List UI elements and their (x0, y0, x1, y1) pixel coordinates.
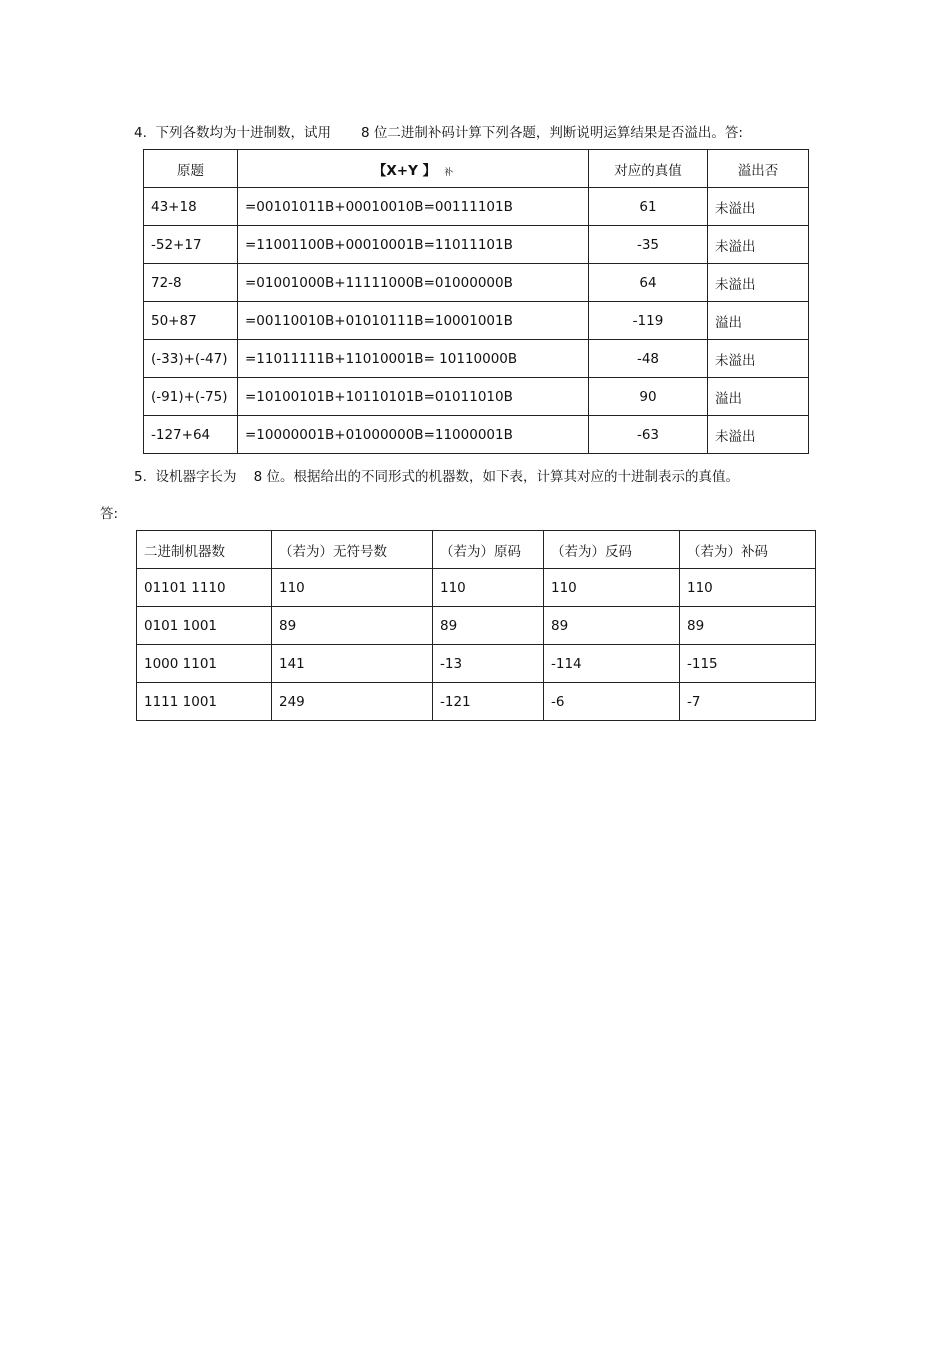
table-header-row (137, 531, 816, 569)
header-ones-complement: （若为）反码 (544, 531, 680, 569)
cell-calculation: =01001000B+11111000B=01000000B (238, 264, 589, 302)
question-5-text-a: 设机器字长为 (155, 469, 237, 485)
table-row (144, 378, 809, 416)
cell-expression: (-91)+(-75) (144, 378, 238, 416)
cell-ones-complement: -114 (544, 645, 680, 683)
cell-true-value: -119 (589, 302, 708, 340)
machine-number-table (136, 530, 816, 721)
question-5-number: 5. (134, 469, 147, 485)
header-xy-label: 【X+Y 】 (372, 162, 437, 179)
cell-ones-complement: -6 (544, 683, 680, 721)
cell-overflow: 未溢出 (708, 264, 809, 302)
cell-expression: 43+18 (144, 188, 238, 226)
cell-overflow: 未溢出 (708, 416, 809, 454)
question-4-text-a: 下列各数均为十进制数，试用 (155, 125, 331, 141)
cell-expression: -52+17 (144, 226, 238, 264)
answer-label: 答: (100, 506, 119, 522)
cell-unsigned: 249 (272, 683, 433, 721)
cell-overflow: 未溢出 (708, 226, 809, 264)
cell-overflow: 溢出 (708, 378, 809, 416)
cell-calculation: =11001100B+00010001B=11011101B (238, 226, 589, 264)
cell-unsigned: 141 (272, 645, 433, 683)
header-true-value: 对应的真值 (589, 150, 708, 188)
cell-ones-complement: 89 (544, 607, 680, 645)
question-4 (134, 121, 743, 141)
cell-sign-magnitude: -121 (433, 683, 544, 721)
header-sign-magnitude: （若为）原码 (433, 531, 544, 569)
cell-ones-complement: 110 (544, 569, 680, 607)
header-binary: 二进制机器数 (137, 531, 272, 569)
cell-overflow: 未溢出 (708, 340, 809, 378)
header-xy-complement (238, 150, 589, 188)
cell-sign-magnitude: 89 (433, 607, 544, 645)
question-5 (134, 465, 739, 485)
cell-binary: 1000 1101 (137, 645, 272, 683)
cell-binary: 01101 1110 (137, 569, 272, 607)
table-row (137, 569, 816, 607)
question-4-text-b: 8 位二进制补码计算下列各题，判断说明运算结果是否溢出。答: (361, 125, 743, 141)
question-4-number: 4. (134, 125, 147, 141)
cell-unsigned: 89 (272, 607, 433, 645)
table-header-row (144, 150, 809, 188)
cell-twos-complement: -115 (680, 645, 816, 683)
table-row (144, 188, 809, 226)
cell-true-value: 90 (589, 378, 708, 416)
cell-true-value: 61 (589, 188, 708, 226)
cell-expression: -127+64 (144, 416, 238, 454)
table-row (137, 607, 816, 645)
cell-calculation: =10000001B+01000000B=11000001B (238, 416, 589, 454)
cell-sign-magnitude: 110 (433, 569, 544, 607)
cell-expression: 50+87 (144, 302, 238, 340)
cell-twos-complement: -7 (680, 683, 816, 721)
table-row (137, 645, 816, 683)
cell-twos-complement: 89 (680, 607, 816, 645)
cell-sign-magnitude: -13 (433, 645, 544, 683)
table-row (144, 226, 809, 264)
table-row (137, 683, 816, 721)
question-5-text-b: 8 位。根据给出的不同形式的机器数，如下表，计算其对应的十进制表示的真值。 (253, 469, 740, 485)
table-row (144, 264, 809, 302)
table-row (144, 416, 809, 454)
cell-expression: (-33)+(-47) (144, 340, 238, 378)
cell-true-value: 64 (589, 264, 708, 302)
cell-binary: 1111 1001 (137, 683, 272, 721)
header-unsigned: （若为）无符号数 (272, 531, 433, 569)
cell-binary: 0101 1001 (137, 607, 272, 645)
cell-calculation: =11011111B+11010001B= 10110000B (238, 340, 589, 378)
header-overflow: 溢出否 (708, 150, 809, 188)
header-twos-complement: （若为）补码 (680, 531, 816, 569)
cell-calculation: =10100101B+10110101B=01011010B (238, 378, 589, 416)
twos-complement-table (143, 149, 809, 454)
header-original: 原题 (144, 150, 238, 188)
table-row (144, 340, 809, 378)
cell-calculation: =00101011B+00010010B=00111101B (238, 188, 589, 226)
cell-calculation: =00110010B+01010111B=10001001B (238, 302, 589, 340)
header-xy-subscript: 补 (444, 167, 454, 178)
cell-unsigned: 110 (272, 569, 433, 607)
cell-true-value: -63 (589, 416, 708, 454)
table-row (144, 302, 809, 340)
cell-twos-complement: 110 (680, 569, 816, 607)
cell-overflow: 未溢出 (708, 188, 809, 226)
cell-expression: 72-8 (144, 264, 238, 302)
cell-overflow: 溢出 (708, 302, 809, 340)
cell-true-value: -48 (589, 340, 708, 378)
cell-true-value: -35 (589, 226, 708, 264)
